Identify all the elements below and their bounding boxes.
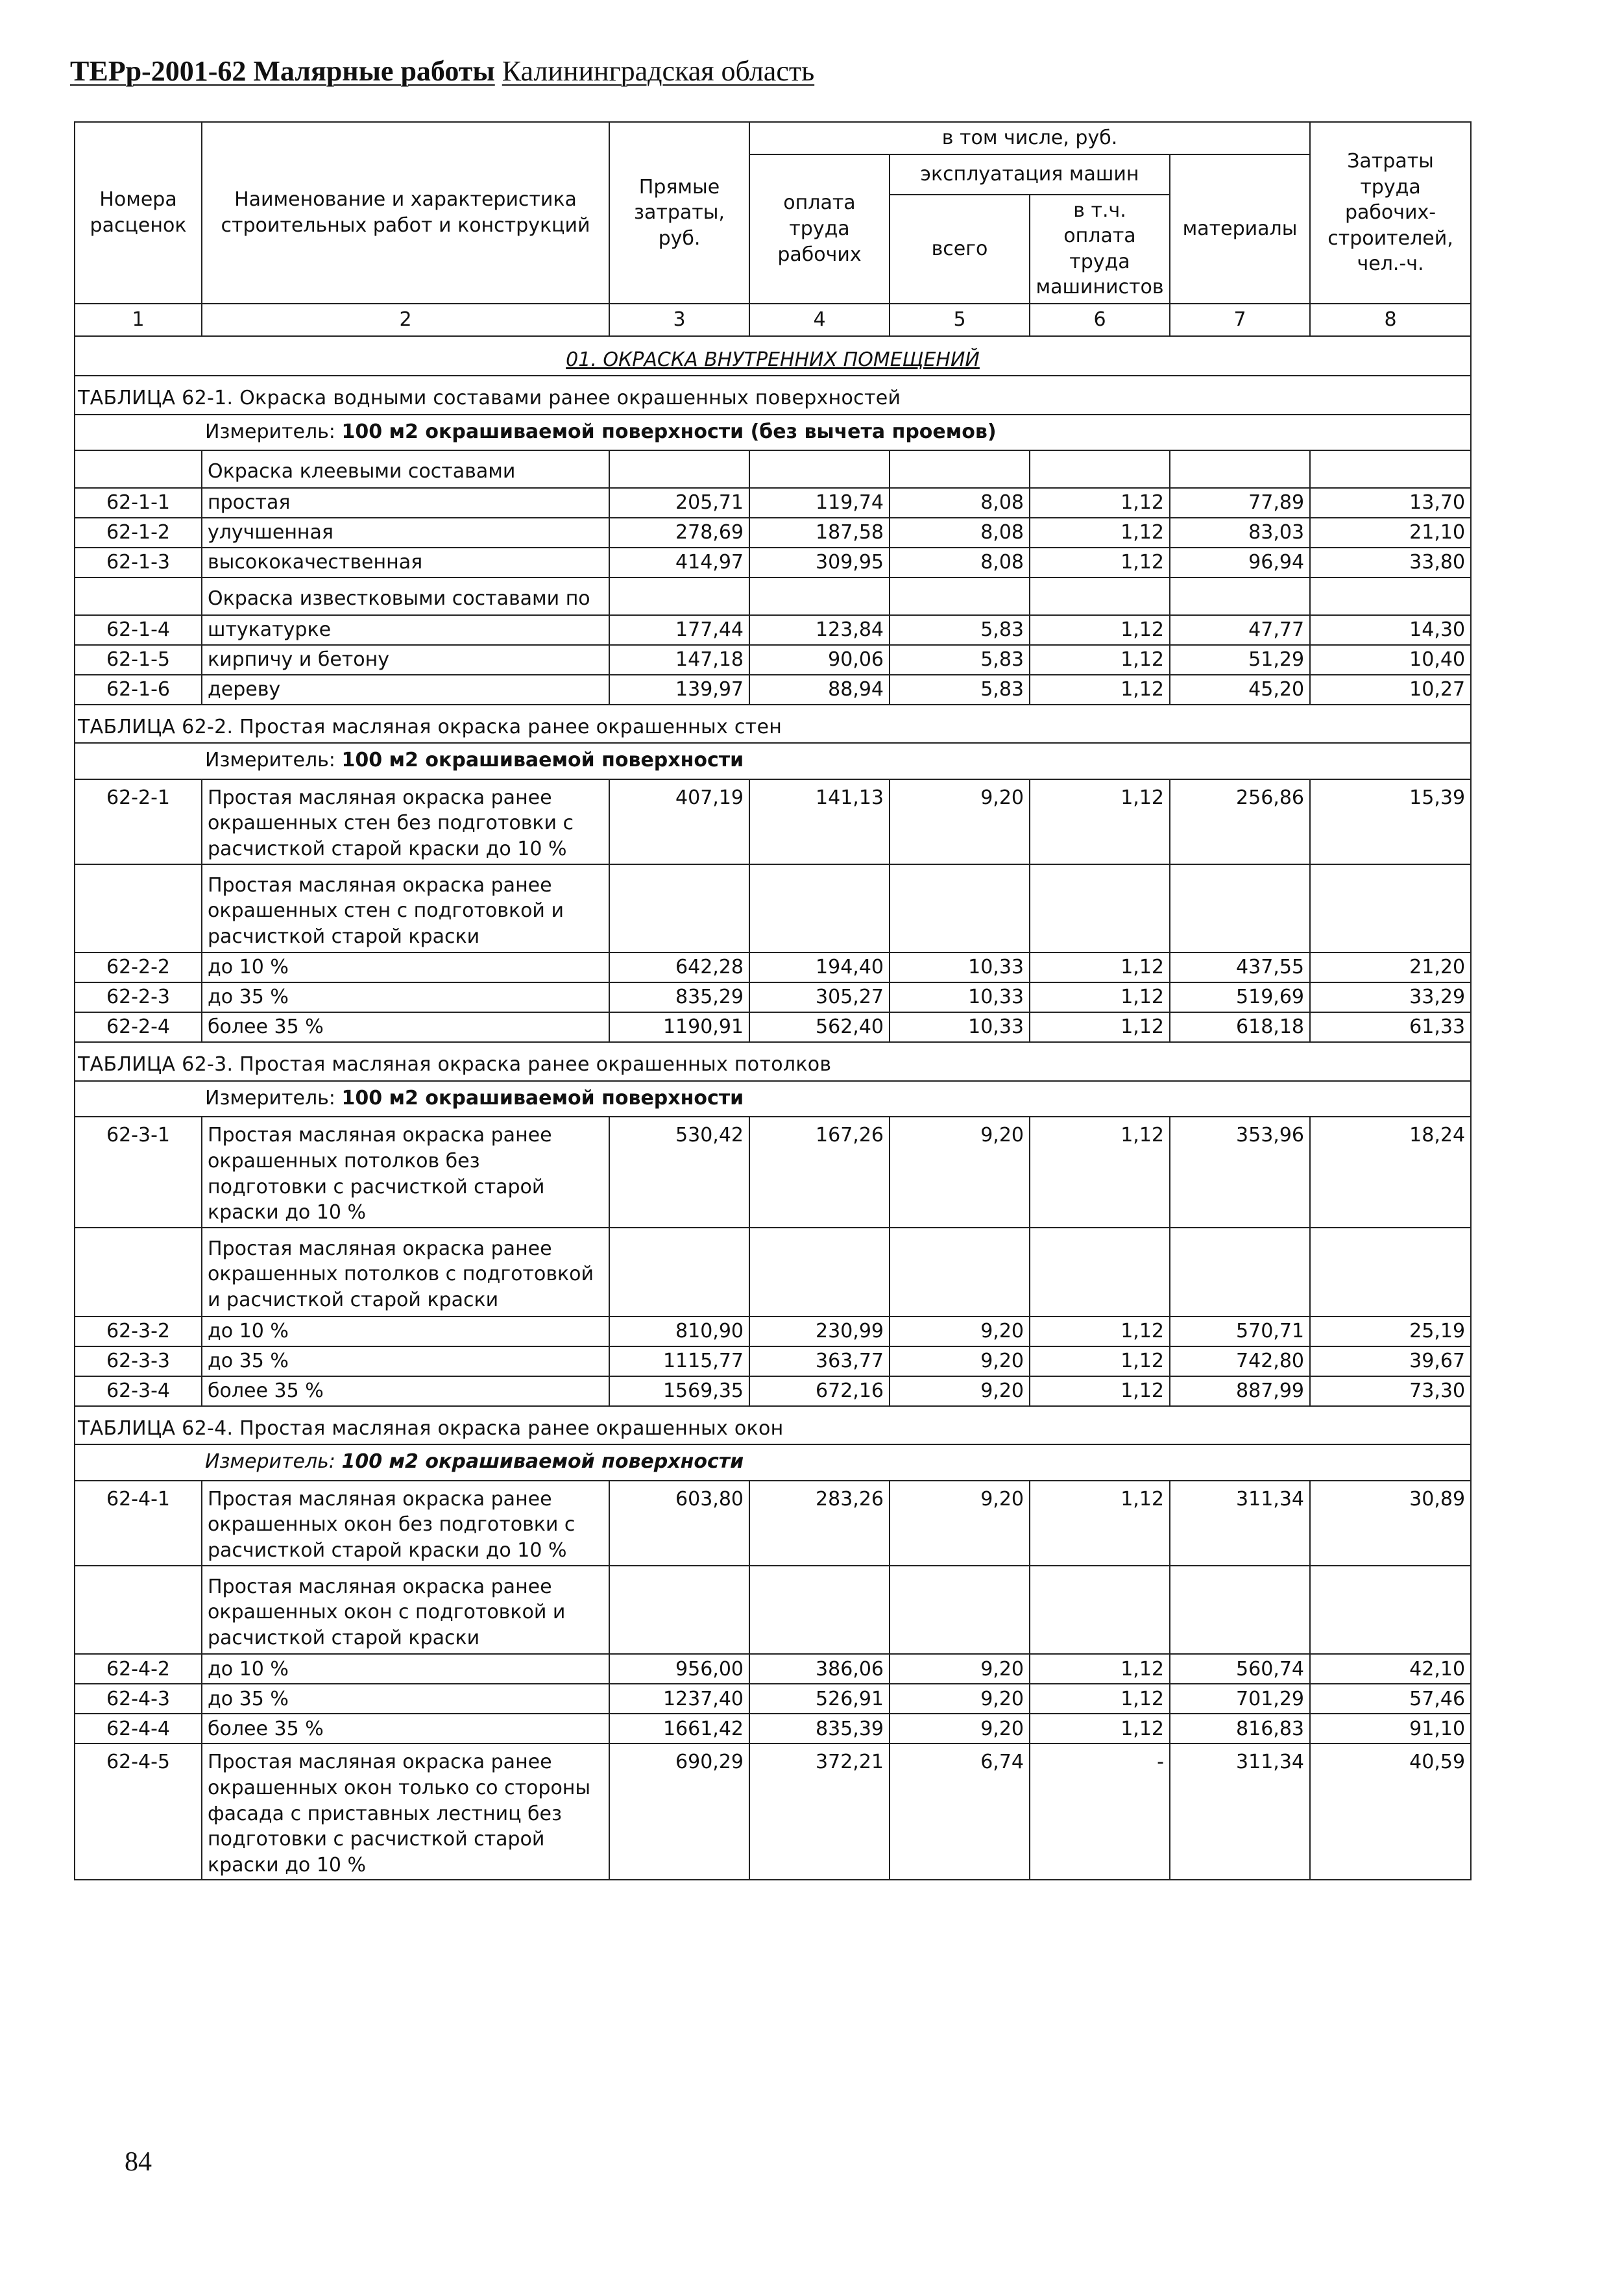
col-header-name: Наименование и характеристика строительных работ и конструкций [202,122,609,304]
rate-hours: 91,10 [1310,1714,1471,1743]
rate-name: более 35 % [202,1376,609,1406]
rate-hours: 21,20 [1310,953,1471,982]
rate-hours: 21,10 [1310,518,1471,548]
rate-direct: 1190,91 [609,1012,749,1042]
rate-labor: 363,77 [749,1346,890,1376]
rate-name: до 35 % [202,1346,609,1376]
rate-name: до 35 % [202,982,609,1012]
rate-code: 62-4-3 [75,1684,202,1714]
rates-sheet [74,121,1470,1880]
rate-machinists: 1,12 [1030,1376,1170,1406]
rate-materials: 45,20 [1170,675,1310,705]
rate-hours: 42,10 [1310,1654,1471,1684]
rate-name: до 35 % [202,1684,609,1714]
column-number: 3 [609,304,749,336]
rate-materials: 83,03 [1170,518,1310,548]
table-row [75,1012,1471,1042]
rate-machinists: 1,12 [1030,1684,1170,1714]
rate-machines: 8,08 [890,488,1030,518]
row-code-empty [75,450,202,488]
table-header [75,122,1471,336]
rate-hours: 57,46 [1310,1684,1471,1714]
rate-hours: 61,33 [1310,1012,1471,1042]
rate-direct: 603,80 [609,1481,749,1566]
row-code-empty [75,577,202,615]
empty-cell [609,577,749,615]
col-header-machine-total: всего [890,195,1030,304]
measurer [75,1081,1471,1117]
table-row [75,1376,1471,1406]
measurer-label: Измеритель: [205,749,335,772]
group-label: Окраска известковыми составами по [202,577,609,615]
column-number: 1 [75,304,202,336]
table-row [75,1714,1471,1743]
rate-labor: 526,91 [749,1684,890,1714]
rate-direct: 530,42 [609,1117,749,1227]
rate-name: до 10 % [202,953,609,982]
rate-name: Простая масляная окраска ранее окрашенных стен без подготовки с расчисткой старой краски до 10 % [202,779,609,864]
rate-materials: 96,94 [1170,548,1310,577]
table-row [75,488,1471,518]
group-row [75,577,1471,615]
rate-direct: 414,97 [609,548,749,577]
rate-code: 62-3-1 [75,1117,202,1227]
rate-code: 62-1-5 [75,645,202,675]
rate-direct: 177,44 [609,615,749,645]
rate-machinists: 1,12 [1030,615,1170,645]
rate-materials: 618,18 [1170,1012,1310,1042]
empty-cell [1170,1566,1310,1655]
empty-cell [1030,577,1170,615]
column-number: 5 [890,304,1030,336]
table-row [75,1743,1471,1880]
table-row [75,1117,1471,1227]
empty-cell [749,450,890,488]
rate-machines: 9,20 [890,1481,1030,1566]
empty-cell [1310,1228,1471,1317]
table-title: ТАБЛИЦА 62-2. Простая масляная окраска ранее окрашенных стен [75,705,1471,744]
rate-machines: 8,08 [890,518,1030,548]
col-header-machinist-pay: в т.ч. оплата труда машинистов [1030,195,1170,304]
group-row [75,450,1471,488]
col-header-labor-cost: Затраты труда рабочих-строителей, чел.-ч. [1310,122,1471,304]
col-header-number: Номера расценок [75,122,202,304]
rate-code: 62-1-1 [75,488,202,518]
rate-name: более 35 % [202,1012,609,1042]
rate-labor: 372,21 [749,1743,890,1880]
rate-name: улучшенная [202,518,609,548]
rate-machines: 9,20 [890,1654,1030,1684]
table-row [75,518,1471,548]
empty-cell [1030,450,1170,488]
rate-labor: 119,74 [749,488,890,518]
rate-labor: 305,27 [749,982,890,1012]
table-row [75,1684,1471,1714]
rate-machines: 5,83 [890,615,1030,645]
measurer-label: Измеритель: [205,1086,335,1110]
rate-machines: 10,33 [890,982,1030,1012]
rate-materials: 570,71 [1170,1317,1310,1346]
empty-cell [1310,864,1471,953]
empty-cell [609,1566,749,1655]
rate-machinists: 1,12 [1030,1317,1170,1346]
rate-direct: 1115,77 [609,1346,749,1376]
empty-cell [609,864,749,953]
table-title: ТАБЛИЦА 62-4. Простая масляная окраска ранее окрашенных окон [75,1406,1471,1445]
group-row [75,1228,1471,1317]
rate-machinists: 1,12 [1030,1346,1170,1376]
empty-cell [1170,864,1310,953]
measurer-value: 100 м2 окрашиваемой поверхности [341,1450,744,1474]
rate-hours: 40,59 [1310,1743,1471,1880]
empty-cell [1310,450,1471,488]
table-row [75,779,1471,864]
rate-code: 62-2-4 [75,1012,202,1042]
page-header [70,55,814,88]
rate-labor: 672,16 [749,1376,890,1406]
document-region: Калининградская область [502,55,815,87]
rate-labor: 230,99 [749,1317,890,1346]
rate-machinists: 1,12 [1030,1481,1170,1566]
rate-machines: 10,33 [890,1012,1030,1042]
rate-machinists: 1,12 [1030,1714,1170,1743]
table-row [75,1654,1471,1684]
rate-labor: 386,06 [749,1654,890,1684]
empty-cell [890,577,1030,615]
rate-hours: 10,27 [1310,675,1471,705]
rate-machines: 9,20 [890,1117,1030,1227]
table-row [75,675,1471,705]
rate-machines: 9,20 [890,779,1030,864]
empty-cell [1170,577,1310,615]
measurer-label: Измеритель: [205,1450,335,1474]
rate-materials: 742,80 [1170,1346,1310,1376]
rate-direct: 278,69 [609,518,749,548]
rate-machines: 9,20 [890,1684,1030,1714]
rate-name: Простая масляная окраска ранее окрашенных окон без подготовки с расчисткой старой краски до 10 % [202,1481,609,1566]
empty-cell [890,450,1030,488]
rate-machines: 9,20 [890,1317,1030,1346]
rate-direct: 810,90 [609,1317,749,1346]
rate-machinists: 1,12 [1030,518,1170,548]
row-code-empty [75,1228,202,1317]
rate-code: 62-3-3 [75,1346,202,1376]
group-label: Окраска клеевыми составами [202,450,609,488]
rate-direct: 642,28 [609,953,749,982]
column-number: 8 [1310,304,1471,336]
empty-cell [1170,1228,1310,1317]
rate-labor: 90,06 [749,645,890,675]
rate-labor: 194,40 [749,953,890,982]
rate-machines: 8,08 [890,548,1030,577]
rate-labor: 562,40 [749,1012,890,1042]
column-number: 4 [749,304,890,336]
empty-cell [1030,864,1170,953]
page-number: 84 [125,2147,152,2177]
measurer-value: 100 м2 окрашиваемой поверхности [341,1086,744,1110]
empty-cell [890,864,1030,953]
rate-code: 62-1-2 [75,518,202,548]
rate-materials: 51,29 [1170,645,1310,675]
rate-machinists: 1,12 [1030,488,1170,518]
rate-machines: 9,20 [890,1376,1030,1406]
table-row [75,645,1471,675]
rate-hours: 10,40 [1310,645,1471,675]
rate-direct: 147,18 [609,645,749,675]
rate-machines: 5,83 [890,675,1030,705]
rates-table [74,121,1472,1880]
empty-cell [749,1566,890,1655]
col-header-materials: материалы [1170,154,1310,304]
empty-cell [609,450,749,488]
rate-labor: 141,13 [749,779,890,864]
col-header-labor-pay: оплата труда рабочих [749,154,890,304]
rate-code: 62-4-4 [75,1714,202,1743]
table-body [75,336,1471,1880]
rate-code: 62-1-4 [75,615,202,645]
table-row [75,982,1471,1012]
rate-machines: 9,20 [890,1346,1030,1376]
rate-name: до 10 % [202,1317,609,1346]
rate-code: 62-4-2 [75,1654,202,1684]
rate-name: кирпичу и бетону [202,645,609,675]
rate-code: 62-1-3 [75,548,202,577]
table-title: ТАБЛИЦА 62-1. Окраска водными составами ранее окрашенных поверхностей [75,376,1471,415]
rate-direct: 205,71 [609,488,749,518]
group-row [75,1566,1471,1655]
measurer [75,415,1471,451]
rate-labor: 167,26 [749,1117,890,1227]
table-row [75,1317,1471,1346]
rate-machinists: 1,12 [1030,1117,1170,1227]
rate-code: 62-2-2 [75,953,202,982]
row-code-empty [75,864,202,953]
rate-machinists: 1,12 [1030,953,1170,982]
rate-direct: 956,00 [609,1654,749,1684]
col-header-direct: Прямые затраты, руб. [609,122,749,304]
empty-cell [749,864,890,953]
rate-materials: 816,83 [1170,1714,1310,1743]
measurer [75,1444,1471,1481]
empty-cell [1030,1566,1170,1655]
rate-materials: 47,77 [1170,615,1310,645]
rate-labor: 88,94 [749,675,890,705]
rate-direct: 407,19 [609,779,749,864]
rate-machinists: 1,12 [1030,548,1170,577]
group-row [75,864,1471,953]
group-label: Простая масляная окраска ранее окрашенных потолков с подготовкой и расчисткой старой краски [202,1228,609,1317]
rate-machinists: 1,12 [1030,779,1170,864]
rate-materials: 701,29 [1170,1684,1310,1714]
rate-direct: 835,29 [609,982,749,1012]
rate-direct: 1569,35 [609,1376,749,1406]
rate-code: 62-4-5 [75,1743,202,1880]
rate-hours: 14,30 [1310,615,1471,645]
rate-direct: 1237,40 [609,1684,749,1714]
column-number: 6 [1030,304,1170,336]
col-header-machine-op: эксплуатация машин [890,154,1170,195]
measurer [75,743,1471,779]
rate-materials: 311,34 [1170,1743,1310,1880]
rate-hours: 73,30 [1310,1376,1471,1406]
measurer-label: Измеритель: [205,420,335,443]
rate-materials: 256,86 [1170,779,1310,864]
empty-cell [890,1228,1030,1317]
empty-cell [1170,450,1310,488]
rate-hours: 13,70 [1310,488,1471,518]
rate-name: штукатурке [202,615,609,645]
rate-machinists: 1,12 [1030,645,1170,675]
rate-labor: 187,58 [749,518,890,548]
rate-hours: 39,67 [1310,1346,1471,1376]
table-title: ТАБЛИЦА 62-3. Простая масляная окраска ранее окрашенных потолков [75,1042,1471,1081]
rate-labor: 835,39 [749,1714,890,1743]
rate-hours: 33,80 [1310,548,1471,577]
rate-name: дереву [202,675,609,705]
group-label: Простая масляная окраска ранее окрашенных стен с подготовкой и расчисткой старой краски [202,864,609,953]
table-row [75,953,1471,982]
table-row [75,1481,1471,1566]
rate-materials: 519,69 [1170,982,1310,1012]
column-number: 7 [1170,304,1310,336]
table-row [75,1346,1471,1376]
rate-name: Простая масляная окраска ранее окрашенных потолков без подготовки с расчисткой старой краски до 10 % [202,1117,609,1227]
rate-code: 62-4-1 [75,1481,202,1566]
rate-materials: 437,55 [1170,953,1310,982]
rate-code: 62-1-6 [75,675,202,705]
rate-machines: 5,83 [890,645,1030,675]
rate-labor: 123,84 [749,615,890,645]
table-row [75,615,1471,645]
rate-machinists: 1,12 [1030,675,1170,705]
measurer-value: 100 м2 окрашиваемой поверхности [341,749,744,772]
rate-name: Простая масляная окраска ранее окрашенных окон только со стороны фасада с приставных лестниц без подготовки с расчисткой старой краски до 10 % [202,1743,609,1880]
rate-materials: 560,74 [1170,1654,1310,1684]
document-code: ТЕРр-2001-62 Малярные работы [70,55,495,87]
rate-machines: 10,33 [890,953,1030,982]
measurer-value: 100 м2 окрашиваемой поверхности (без вычета проемов) [341,420,997,443]
table-row [75,548,1471,577]
empty-cell [749,577,890,615]
rate-machinists: 1,12 [1030,982,1170,1012]
col-header-including: в том числе, руб. [749,122,1310,154]
rate-machinists: 1,12 [1030,1012,1170,1042]
rate-hours: 15,39 [1310,779,1471,864]
rate-direct: 139,97 [609,675,749,705]
row-code-empty [75,1566,202,1655]
rate-name: высококачественная [202,548,609,577]
rate-code: 62-3-2 [75,1317,202,1346]
rate-name: простая [202,488,609,518]
rate-code: 62-2-3 [75,982,202,1012]
group-label: Простая масляная окраска ранее окрашенных окон с подготовкой и расчисткой старой краски [202,1566,609,1655]
rate-materials: 353,96 [1170,1117,1310,1227]
rate-hours: 30,89 [1310,1481,1471,1566]
rate-hours: 33,29 [1310,982,1471,1012]
rate-hours: 25,19 [1310,1317,1471,1346]
rate-machinists: - [1030,1743,1170,1880]
empty-cell [1310,577,1471,615]
rate-code: 62-2-1 [75,779,202,864]
empty-cell [1310,1566,1471,1655]
empty-cell [609,1228,749,1317]
rate-machines: 6,74 [890,1743,1030,1880]
rate-labor: 309,95 [749,548,890,577]
empty-cell [749,1228,890,1317]
rate-labor: 283,26 [749,1481,890,1566]
rate-materials: 887,99 [1170,1376,1310,1406]
column-number: 2 [202,304,609,336]
rate-machinists: 1,12 [1030,1654,1170,1684]
section-title: 01. ОКРАСКА ВНУТРЕННИХ ПОМЕЩЕНИЙ [75,336,1471,376]
rate-machines: 9,20 [890,1714,1030,1743]
rate-name: до 10 % [202,1654,609,1684]
rate-materials: 311,34 [1170,1481,1310,1566]
rate-hours: 18,24 [1310,1117,1471,1227]
rate-name: более 35 % [202,1714,609,1743]
rate-code: 62-3-4 [75,1376,202,1406]
empty-cell [1030,1228,1170,1317]
rate-materials: 77,89 [1170,488,1310,518]
rate-direct: 1661,42 [609,1714,749,1743]
empty-cell [890,1566,1030,1655]
rate-direct: 690,29 [609,1743,749,1880]
column-number-row [75,304,1471,336]
